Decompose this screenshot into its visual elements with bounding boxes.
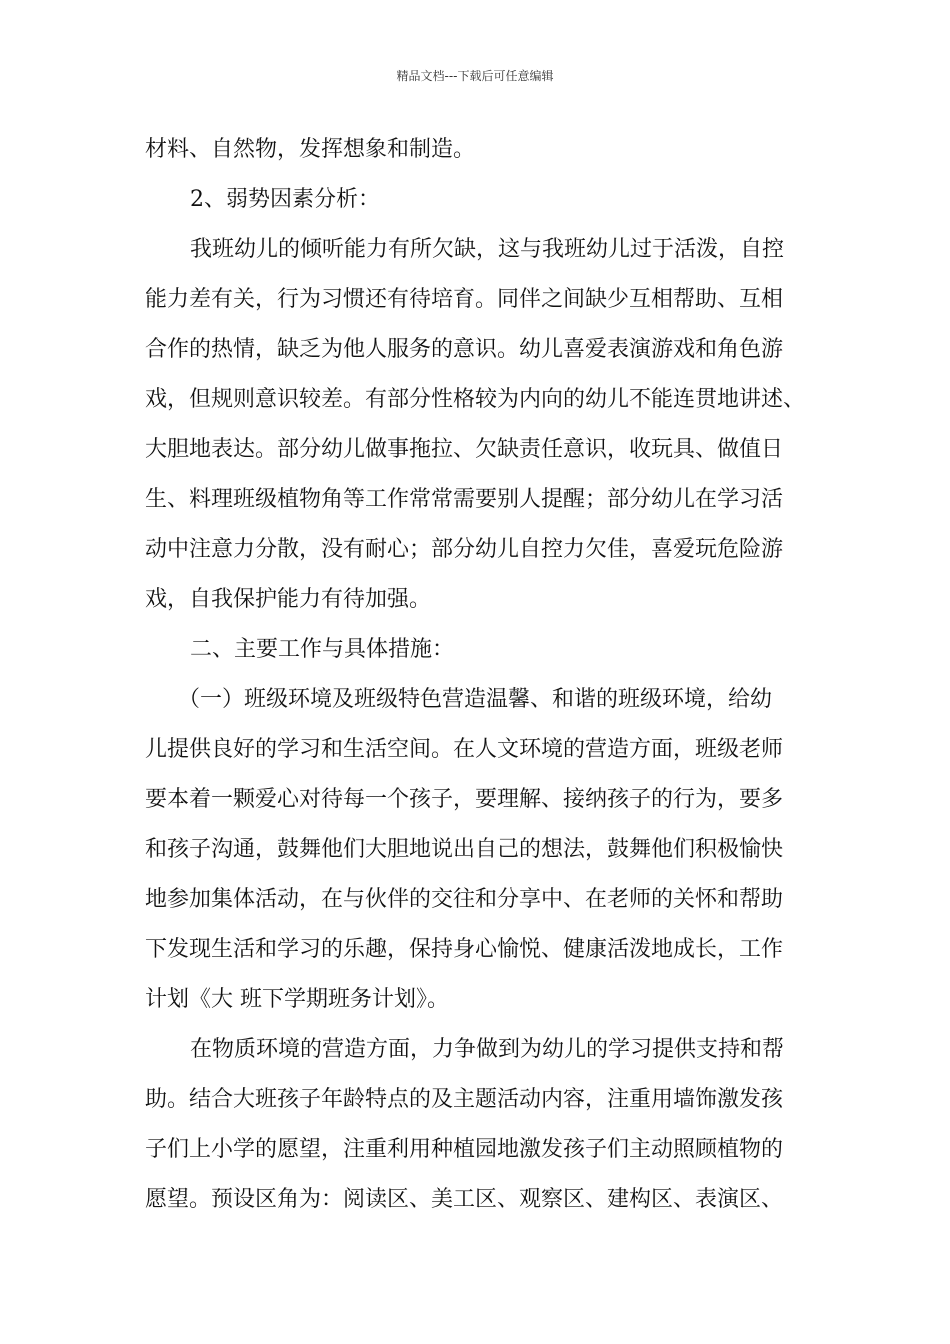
text-line: 戏，自我保护能力有待加强。 [145,587,432,612]
text-line: 愿望。预设区角为：阅读区、美工区、观察区、建构区、表演区、 [145,1187,784,1212]
text-line: 我班幼儿的倾听能力有所欠缺，这与我班幼儿过于活泼，自控 [190,237,785,262]
text-line: 地参加集体活动，在与伙伴的交往和分享中、在老师的关怀和帮助 [145,887,784,912]
page-header: 精品文档---下载后可任意编辑 [396,69,554,83]
text-line: 2、弱势因素分析： [190,187,380,212]
text-line: 戏，但规则意识较差。有部分性格较为内向的幼儿不能连贯地讲述、 [145,387,806,412]
text-line: 下发现生活和学习的乐趣，保持身心愉悦、健康活泼地成长，工作 [145,937,784,962]
text-line: 材料、自然物，发挥想象和制造。 [145,137,476,162]
text-line: 子们上小学的愿望，注重利用种植园地激发孩子们主动照顾植物的 [145,1137,784,1162]
text-line: 在物质环境的营造方面，力争做到为幼儿的学习提供支持和帮 [190,1037,785,1062]
text-line: 计划《大 班下学期班务计划》。 [145,987,449,1012]
text-line: 动中注意力分散，没有耐心；部分幼儿自控力欠佳，喜爱玩危险游 [145,537,784,562]
text-line: 生、料理班级植物角等工作常常需要别人提醒；部分幼儿在学习活 [145,487,784,512]
text-line: 要本着一颗爱心对待每一个孩子，要理解、接纳孩子的行为，要多 [145,787,784,812]
text-line: 儿提供良好的学习和生活空间。在人文环境的营造方面，班级老师 [145,737,784,762]
text-line: 合作的热情，缺乏为他人服务的意识。幼儿喜爱表演游戏和角色游 [145,337,784,362]
text-line: （一）班级环境及班级特色营造温馨、和谐的班级环境，给幼 [178,687,773,712]
text-line: 和孩子沟通，鼓舞他们大胆地说出自己的想法，鼓舞他们积极愉快 [145,837,784,862]
text-line: 助。结合大班孩子年龄特点的及主题活动内容，注重用墙饰激发孩 [145,1087,784,1112]
text-line: 能力差有关，行为习惯还有待培育。同伴之间缺少互相帮助、互相 [145,287,784,312]
section-heading: 二、主要工作与具体措施： [190,637,455,662]
text-line: 大胆地表达。部分幼儿做事拖拉、欠缺责任意识，收玩具、做值日 [145,437,784,462]
